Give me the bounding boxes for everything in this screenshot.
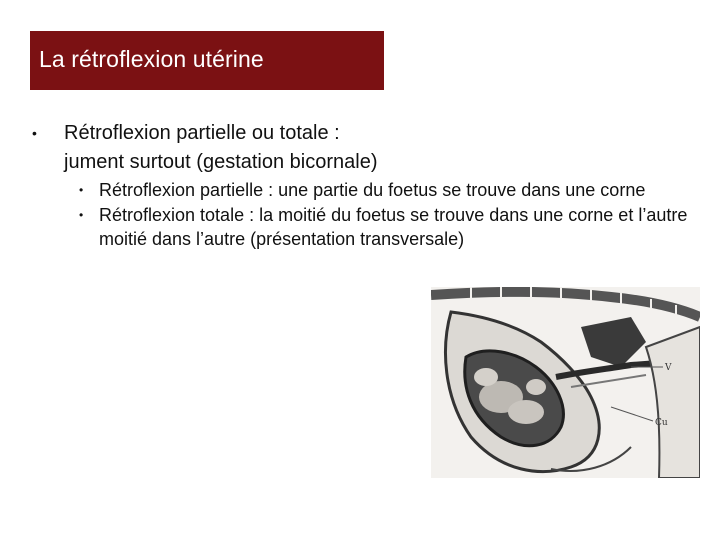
label-v: V (665, 363, 672, 373)
bullet-list (30, 119, 670, 177)
label-line-cu (611, 407, 653, 421)
bullet-marker: • (32, 125, 37, 141)
anatomical-illustration (431, 287, 700, 478)
foetus-part (508, 400, 544, 424)
foetus-part (526, 379, 546, 395)
foetus-part (474, 368, 498, 386)
hind-limb-shape (646, 327, 700, 478)
slide-title: La rétroflexion utérine (39, 45, 264, 72)
bullet-text-line-2: jument surtout (gestation bicornale) (64, 151, 378, 173)
sub-bullet-text: Rétroflexion totale : la moitié du foetus se trouve dans une corne et l’autre moitié dans l’autre (présentation transversale) (99, 204, 688, 249)
bullet-item (30, 119, 670, 177)
bullet-text-line-1: Rétroflexion partielle ou totale : (64, 122, 340, 144)
sub-bullet-marker: • (79, 183, 84, 197)
pelvis-shape (581, 317, 646, 367)
sub-bullet-item (79, 178, 689, 203)
sub-bullet-text: Rétroflexion partielle : une partie du foetus se trouve dans une corne (99, 180, 646, 200)
sub-bullet-item (79, 203, 689, 252)
sub-bullet-marker: • (79, 207, 84, 222)
title-bar (30, 31, 384, 90)
sub-bullet-list (79, 178, 689, 252)
illustration-drawing (431, 287, 700, 478)
label-cu: Cu (655, 418, 668, 428)
